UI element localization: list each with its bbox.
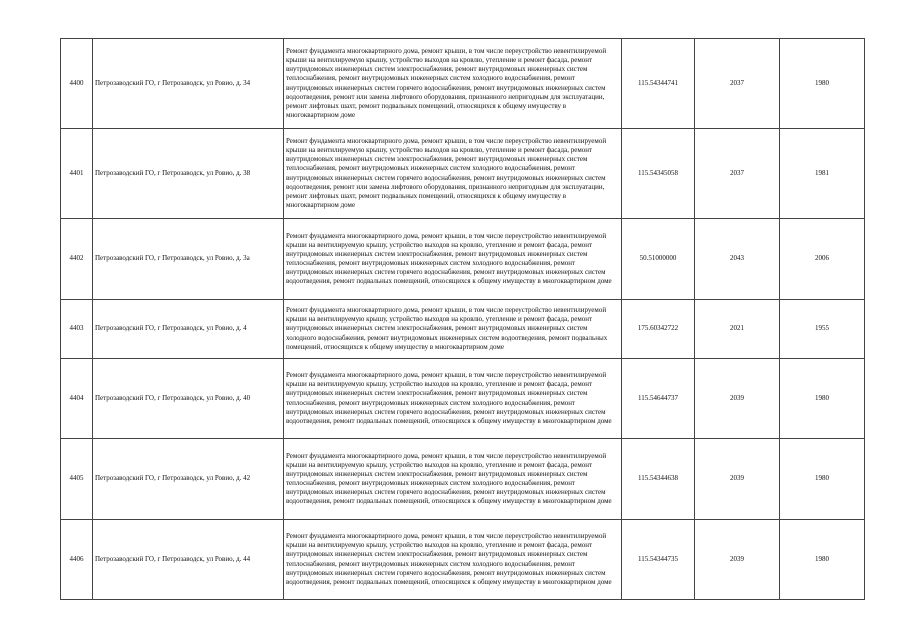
- repair-year-cell: 2039: [695, 520, 780, 600]
- address-cell: Петрозаводский ГО, г Петрозаводск, ул Ровио, д. 3а: [93, 219, 284, 300]
- row-number: 4401: [61, 129, 93, 219]
- cost-cell: 115.54344735: [622, 520, 695, 600]
- row-number: 4404: [61, 359, 93, 439]
- table-row: [61, 219, 865, 300]
- cost-cell: 115.54644737: [622, 359, 695, 439]
- build-year-cell: 1980: [780, 520, 865, 600]
- cost-cell: 175.60342722: [622, 300, 695, 359]
- row-number: 4402: [61, 219, 93, 300]
- address-cell: Петрозаводский ГО, г Петрозаводск, ул Ровио, д. 42: [93, 439, 284, 520]
- table-row: [61, 439, 865, 520]
- repair-year-cell: 2021: [695, 300, 780, 359]
- cost-cell: 115.54344638: [622, 439, 695, 520]
- table-row: [61, 520, 865, 600]
- build-year-cell: 1955: [780, 300, 865, 359]
- works-cell: Ремонт фундамента многоквартирного дома, ремонт крыши, в том числе переустройство невентилируемой крыши на вентилируемую крышу, устройство выходов на кровлю, утепление и ремонт фасада, ремонт внутридомовых инженерных систем электроснабжения, ремонт внутридомовых инженерных систем теплоснабжения, ремонт внутридомовых инженерных систем холодного водоснабжения, ремонт внутридомовых инженерных систем горячего водоснабжения, ремонт внутридомовых инженерных систем водоотведения, ремонт подвальных помещений, относящихся к общему имуществу в многоквартирном доме: [284, 359, 622, 439]
- repair-year-cell: 2039: [695, 359, 780, 439]
- repair-year-cell: 2037: [695, 39, 780, 129]
- table-row: [61, 359, 865, 439]
- cost-cell: 115.54345058: [622, 129, 695, 219]
- row-number: 4405: [61, 439, 93, 520]
- address-cell: Петрозаводский ГО, г Петрозаводск, ул Ровио, д. 38: [93, 129, 284, 219]
- row-number: 4403: [61, 300, 93, 359]
- row-number: 4400: [61, 39, 93, 129]
- repair-year-cell: 2039: [695, 439, 780, 520]
- address-cell: Петрозаводский ГО, г Петрозаводск, ул Ровио, д. 34: [93, 39, 284, 129]
- works-cell: Ремонт фундамента многоквартирного дома, ремонт крыши, в том числе переустройство невентилируемой крыши на вентилируемую крышу, устройство выходов на кровлю, утепление и ремонт фасада, ремонт внутридомовых инженерных систем электроснабжения, ремонт внутридомовых инженерных систем холодного водоснабжения, ремонт внутридомовых инженерных систем водоотведения, ремонт подвальных помещений, относящихся к общему имуществу в многоквартирном доме: [284, 300, 622, 359]
- address-cell: Петрозаводский ГО, г Петрозаводск, ул Ровио, д. 40: [93, 359, 284, 439]
- works-cell: Ремонт фундамента многоквартирного дома, ремонт крыши, в том числе переустройство невентилируемой крыши на вентилируемую крышу, устройство выходов на кровлю, утепление и ремонт фасада, ремонт внутридомовых инженерных систем электроснабжения, ремонт внутридомовых инженерных систем теплоснабжения, ремонт внутридомовых инженерных систем холодного водоснабжения, ремонт внутридомовых инженерных систем горячего водоснабжения, ремонт внутридомовых инженерных систем водоотведения, ремонт или замена лифтового оборудования, признанного непригодным для эксплуатации, ремонт лифтовых шахт, ремонт подвальных помещений, относящихся к общему имуществу в многоквартирном доме: [284, 129, 622, 219]
- build-year-cell: 2006: [780, 219, 865, 300]
- address-cell: Петрозаводский ГО, г Петрозаводск, ул Ровио, д. 44: [93, 520, 284, 600]
- repair-year-cell: 2037: [695, 129, 780, 219]
- capital-repair-table: [60, 38, 865, 600]
- build-year-cell: 1980: [780, 359, 865, 439]
- cost-cell: 115.54344741: [622, 39, 695, 129]
- build-year-cell: 1980: [780, 39, 865, 129]
- build-year-cell: 1981: [780, 129, 865, 219]
- works-cell: Ремонт фундамента многоквартирного дома, ремонт крыши, в том числе переустройство невентилируемой крыши на вентилируемую крышу, устройство выходов на кровлю, утепление и ремонт фасада, ремонт внутридомовых инженерных систем электроснабжения, ремонт внутридомовых инженерных систем теплоснабжения, ремонт внутридомовых инженерных систем холодного водоснабжения, ремонт внутридомовых инженерных систем горячего водоснабжения, ремонт внутридомовых инженерных систем водоотведения, ремонт подвальных помещений, относящихся к общему имуществу в многоквартирном доме: [284, 439, 622, 520]
- table-row: [61, 129, 865, 219]
- row-number: 4406: [61, 520, 93, 600]
- build-year-cell: 1980: [780, 439, 865, 520]
- table-row: [61, 39, 865, 129]
- address-cell: Петрозаводский ГО, г Петрозаводск, ул Ровио, д. 4: [93, 300, 284, 359]
- repair-year-cell: 2043: [695, 219, 780, 300]
- cost-cell: 50.51000000: [622, 219, 695, 300]
- works-cell: Ремонт фундамента многоквартирного дома, ремонт крыши, в том числе переустройство невентилируемой крыши на вентилируемую крышу, устройство выходов на кровлю, утепление и ремонт фасада, ремонт внутридомовых инженерных систем электроснабжения, ремонт внутридомовых инженерных систем теплоснабжения, ремонт внутридомовых инженерных систем холодного водоснабжения, ремонт внутридомовых инженерных систем горячего водоснабжения, ремонт внутридомовых инженерных систем водоотведения, ремонт подвальных помещений, относящихся к общему имуществу в многоквартирном доме: [284, 520, 622, 600]
- table-row: [61, 300, 865, 359]
- works-cell: Ремонт фундамента многоквартирного дома, ремонт крыши, в том числе переустройство невентилируемой крыши на вентилируемую крышу, устройство выходов на кровлю, утепление и ремонт фасада, ремонт внутридомовых инженерных систем электроснабжения, ремонт внутридомовых инженерных систем теплоснабжения, ремонт внутридомовых инженерных систем холодного водоснабжения, ремонт внутридомовых инженерных систем горячего водоснабжения, ремонт внутридомовых инженерных систем водоотведения, ремонт или замена лифтового оборудования, признанного непригодным для эксплуатации, ремонт лифтовых шахт, ремонт подвальных помещений, относящихся к общему имуществу в многоквартирном доме: [284, 39, 622, 129]
- works-cell: Ремонт фундамента многоквартирного дома, ремонт крыши, в том числе переустройство невентилируемой крыши на вентилируемую крышу, устройство выходов на кровлю, утепление и ремонт фасада, ремонт внутридомовых инженерных систем электроснабжения, ремонт внутридомовых инженерных систем теплоснабжения, ремонт внутридомовых инженерных систем холодного водоснабжения, ремонт внутридомовых инженерных систем горячего водоснабжения, ремонт внутридомовых инженерных систем водоотведения, ремонт подвальных помещений, относящихся к общему имуществу в многоквартирном доме: [284, 219, 622, 300]
